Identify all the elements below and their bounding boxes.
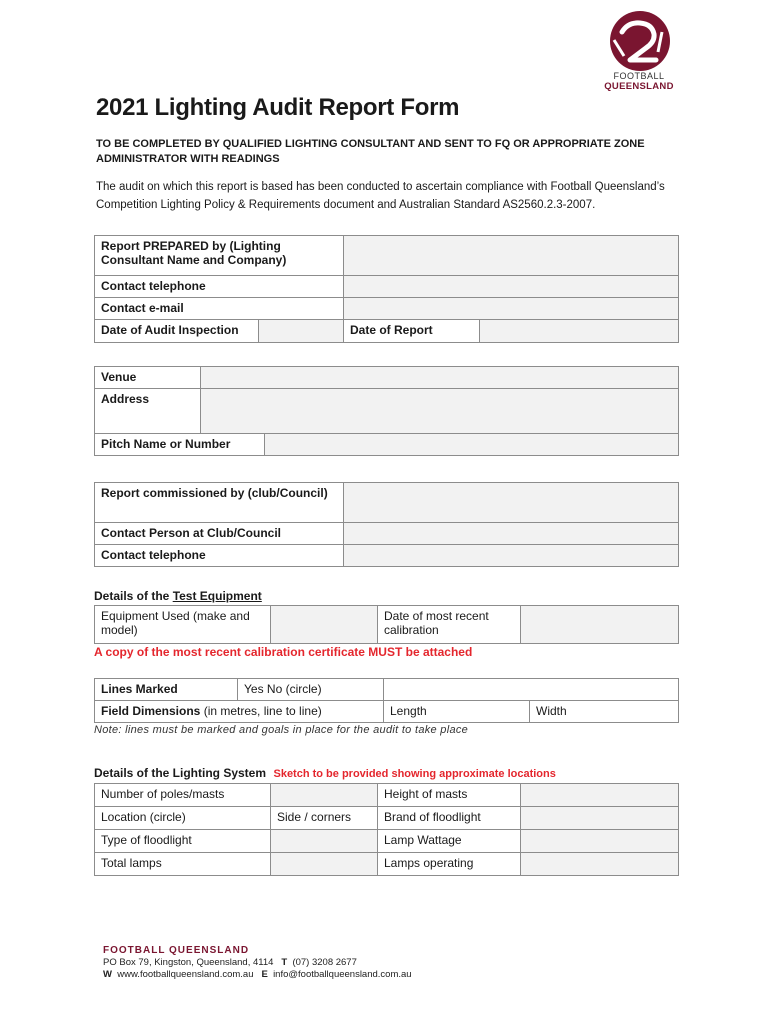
height-label: Height of masts [378,784,521,807]
equipment-table [94,605,679,644]
address-label: Address [95,389,201,434]
calibration-date-label: Date of most recent calibration [378,606,521,644]
contact-telephone-field[interactable] [344,276,679,298]
poles-field[interactable] [271,784,378,807]
consultant-table [94,235,679,343]
calibration-date-field[interactable] [521,606,679,644]
commissioned-table [94,482,679,567]
pitch-field[interactable] [265,434,679,456]
type-label: Type of floodlight [95,830,271,853]
venue-table [94,366,679,456]
lighting-heading-text: Details of the Lighting System [94,766,267,780]
club-telephone-label: Contact telephone [95,545,344,567]
footer-t-label: T [281,957,288,968]
lines-note: Note: lines must be marked and goals in place for the audit to take place [94,724,469,736]
sketch-note: Sketch to be provided showing approximate locations [273,768,556,780]
total-lamps-field[interactable] [271,853,378,876]
contact-person-label: Contact Person at Club/Council [95,523,344,545]
yes-no-circle[interactable]: Yes No (circle) [238,679,384,701]
footer-address: PO Box 79, Kingston, Queensland, 4114 [103,957,274,968]
prepared-by-field[interactable] [344,236,679,276]
contact-email-label: Contact e-mail [95,298,344,320]
subtitle: TO BE COMPLETED BY QUALIFIED LIGHTING CONSULTANT AND SENT TO FQ OR APPROPRIATE ZONE ADMINISTRATOR WITH READINGS [96,138,645,165]
height-field[interactable] [521,784,679,807]
width-field[interactable]: Width [530,701,679,723]
venue-field[interactable] [201,367,679,389]
contact-person-field[interactable] [344,523,679,545]
prepared-by-label: Report PREPARED by (Lighting Consultant Name and Company) [95,236,344,276]
field-table [94,678,679,723]
field-dimensions-label [95,701,384,723]
contact-email-field[interactable] [344,298,679,320]
commissioned-by-label: Report commissioned by (club/Council) [95,483,344,523]
audit-date-label: Date of Audit Inspection [95,320,259,343]
audit-date-field[interactable] [259,320,344,343]
test-equipment-heading [94,589,262,603]
venue-label: Venue [95,367,201,389]
wattage-field[interactable] [521,830,679,853]
footer-contact-line [103,969,412,980]
field-dimensions-rest: (in metres, line to line) [200,704,322,718]
footer-website[interactable]: www.footballqueensland.com.au [117,969,254,980]
logo-text-football: FOOTBALL [613,71,665,81]
report-date-field[interactable] [480,320,679,343]
total-lamps-label: Total lamps [95,853,271,876]
calibration-certificate-note: A copy of the most recent calibration certificate MUST be attached [94,645,473,659]
page-title: 2021 Lighting Audit Report Form [96,94,460,121]
footer-email[interactable]: info@footballqueensland.com.au [273,969,412,980]
report-date-label: Date of Report [344,320,480,343]
brand-label: Brand of floodlight [378,807,521,830]
footer-e-label: E [261,969,268,980]
logo-text-queensland: QUEENSLAND [604,81,674,92]
footer-phone: (07) 3208 2677 [292,957,357,968]
intro-paragraph: The audit on which this report is based has been conducted to ascertain compliance with Football Queensland’s Competition Lighting Policy & Requirements document and Australian Standard AS2560.2.3-2007. [96,181,665,211]
commissioned-by-field[interactable] [344,483,679,523]
club-telephone-field[interactable] [344,545,679,567]
field-dimensions-bold: Field Dimensions [101,704,201,718]
equipment-used-label: Equipment Used (make and model) [95,606,271,644]
address-field[interactable] [201,389,679,434]
lines-marked-label: Lines Marked [95,679,238,701]
footer-w-label: W [103,969,112,980]
lines-marked-blank [384,679,679,701]
location-label: Location (circle) [95,807,271,830]
wattage-label: Lamp Wattage [378,830,521,853]
length-field[interactable]: Length [384,701,530,723]
footer-org: FOOTBALL QUEENSLAND [103,945,250,956]
side-corners-circle[interactable]: Side / corners [271,807,378,830]
contact-telephone-label: Contact telephone [95,276,344,298]
equipment-used-field[interactable] [271,606,378,644]
lamps-operating-field[interactable] [521,853,679,876]
type-field[interactable] [271,830,378,853]
lamps-operating-label: Lamps operating [378,853,521,876]
footer-address-line [103,957,357,968]
test-equipment-heading-prefix: Details of the [94,589,173,603]
poles-label: Number of poles/masts [95,784,271,807]
lighting-heading [94,764,556,782]
test-equipment-heading-link: Test Equipment [172,589,262,603]
pitch-label: Pitch Name or Number [95,434,265,456]
brand-field[interactable] [521,807,679,830]
lighting-table [94,783,679,876]
